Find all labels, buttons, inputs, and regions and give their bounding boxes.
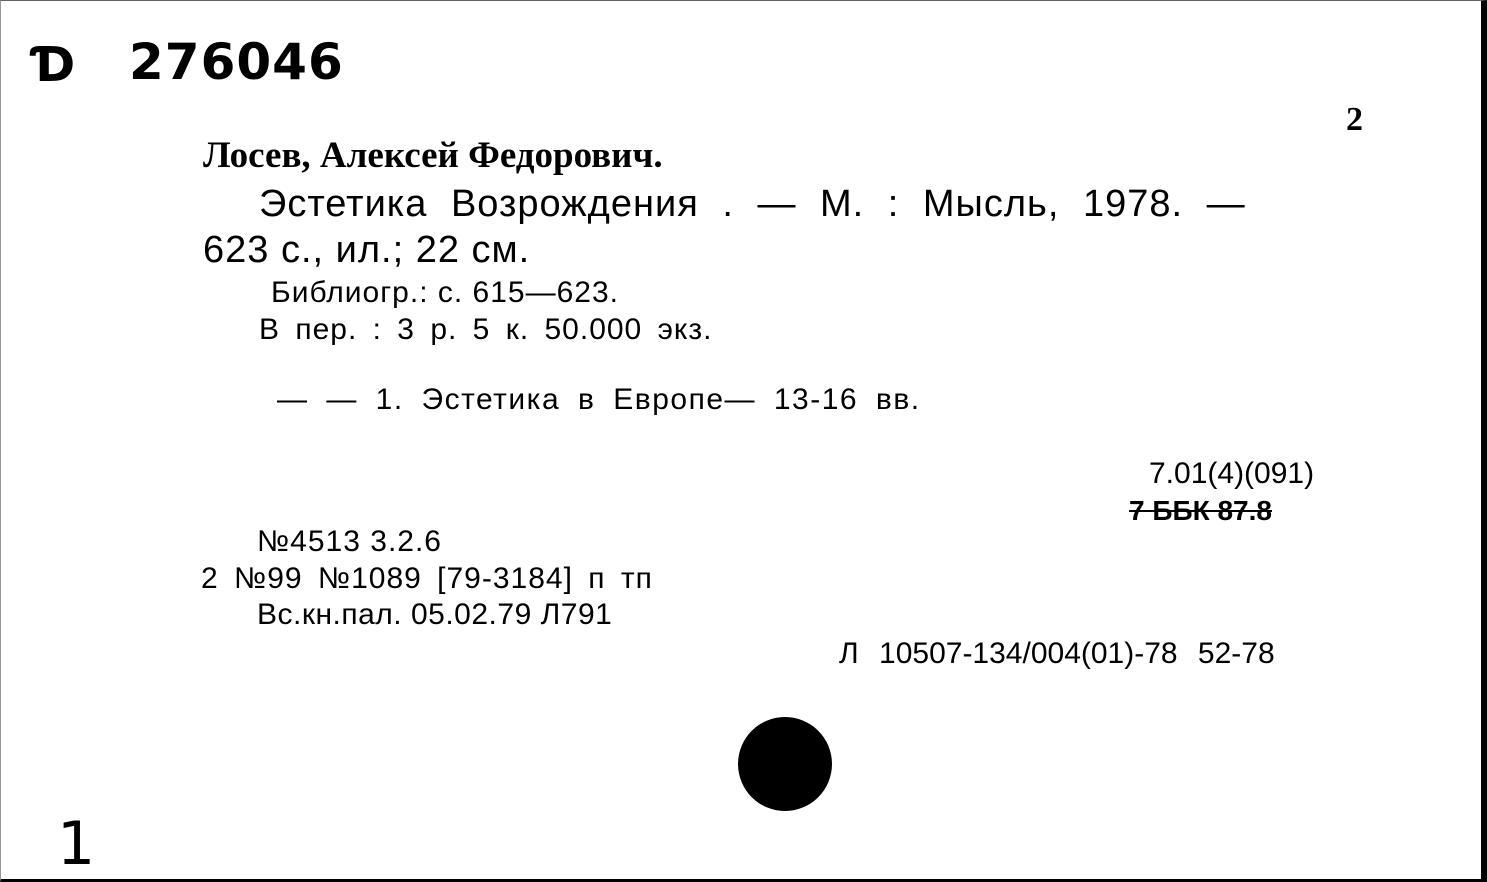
bibliography-note: Библиогр.: с. 615—623. xyxy=(271,276,619,309)
bbk-classification: 7 ББК 87.8 xyxy=(1129,495,1272,526)
author-heading: Лосев, Алексей Федорович. xyxy=(203,135,663,176)
title-imprint-line: Эстетика Возрождения . — М. : Мысль, 1978. — xyxy=(259,183,1246,225)
page-number: 2 xyxy=(1346,101,1363,138)
subject-tracing: — — 1. Эстетика в Европе— 13-16 вв. xyxy=(277,383,921,416)
handwritten-corner-mark: 1 xyxy=(57,809,96,879)
physical-description: 623 с., ил.; 22 см. xyxy=(203,229,531,271)
call-number-prefix: Ɗ xyxy=(33,37,77,93)
punch-hole xyxy=(738,717,832,811)
binding-price-note: В пер. : 3 р. 5 к. 50.000 экз. xyxy=(259,313,713,346)
udc-classification: 7.01(4)(091) xyxy=(1149,457,1315,490)
inventory-line-2: 2 №99 №1089 [79-3184] п тп xyxy=(201,562,653,595)
call-number: 276046 xyxy=(129,33,344,91)
publisher-code-line: Л 10507-134/004(01)-78 52-78 xyxy=(839,637,1275,670)
inventory-line-3: Вс.кн.пал. 05.02.79 Л791 xyxy=(257,598,613,631)
inventory-line-1: №4513 3.2.6 xyxy=(257,525,442,558)
